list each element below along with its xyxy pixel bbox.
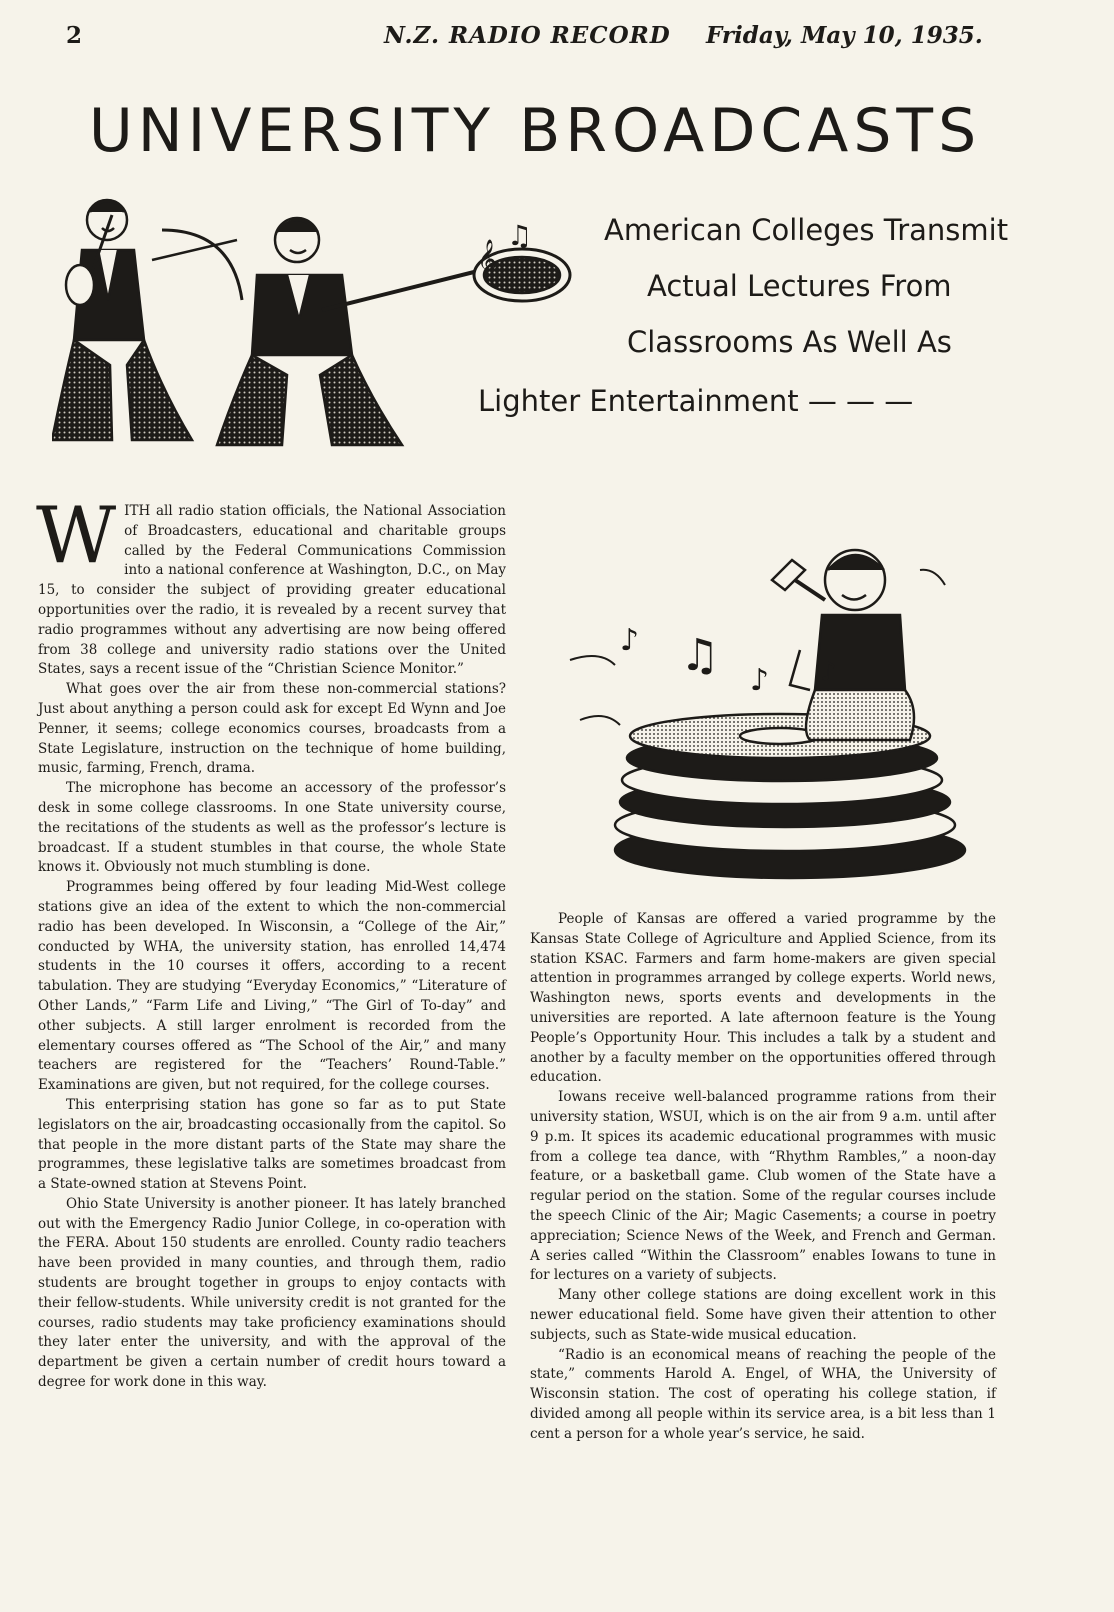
- article-paragraph: What goes over the air from these non-commercial stations? Just about anything a person could ask for except Ed Wynn and Joe Penner, it seems; college economics courses, broadcasts from a State Legislature, instruction on the technique of home building, music, farming, French, drama.: [38, 681, 506, 777]
- svg-text:♪: ♪: [750, 663, 770, 698]
- svg-text:♫: ♫: [680, 630, 720, 681]
- article-paragraph: Many other college stations are doing excellent work in this newer educational field. Some have given their attention to other subjects, such as State-wide musical education.: [530, 1287, 996, 1343]
- article-paragraph: Iowans receive well-balanced programme rations from their university station, WSUI, which is on the air from 9 a.m. until after 9 p.m. It spices its academic educational programmes with music from a college tea dance, with “Rhythm Rambles,” a noon-day feature, or a basketball game. Club women of the State have a regular period on the station. Some of the regular courses include the speech Clinic of the Air; Magic Casements; a course in poetry appreciation; Science News of the Week, and French and German. A series called “Within the Classroom” enables Iowans to tune in for lectures on a variety of subjects.: [530, 1089, 996, 1284]
- article-column-left: [36, 491, 506, 1393]
- article-column-right: [530, 910, 996, 1445]
- article-paragraph: People of Kansas are offered a varied programme by the Kansas State College of Agriculture and Applied Science, from its station KSAC. Farmers and farm home-makers are given special attention in programmes arranged by college experts. World news, Washington news, sports events and developments in the universities are reported. A late afternoon feature is the Young People’s Opportunity Hour. This includes a talk by a student and another by a faculty member on the opportunities offered through education.: [530, 911, 996, 1086]
- svg-text:♪: ♪: [620, 623, 640, 658]
- svg-text:♫: ♫: [507, 219, 533, 252]
- cartoon-trumpeter-on-records-illustration: [560, 540, 980, 885]
- article-paragraph: This enterprising station has gone so far as to put State legislators on the air, broadcasting occasionally from the capitol. So that people in the more distant parts of the State may share the programmes, these legislative talks are sometimes broadcast from a State-owned station at Stevens Point.: [38, 1096, 506, 1193]
- publication-name: N.Z. RADIO RECORD: [384, 22, 671, 49]
- subheading-line-1: American Colleges Transmit: [604, 213, 1009, 247]
- article-paragraph-text: ITH all radio station officials, the National Association of Broadcasters, educational and charitable groups called by the Federal Communications Commission into a national conference at Washington, D.C., on May 15, to consider the subject of providing greater educational opportunities over the radio, it is revealed by a recent survey that radio programmes without any advertising are now being offered from 38 college and university radio stations over the United States, says a recent issue of the “Christian Science Monitor.”: [38, 503, 506, 678]
- article-paragraph: The microphone has become an accessory of the professor’s desk in some college classrooms. In one State university course, the recitations of the students as well as the professor’s lecture is broadcast. If a student stumbles in that course, the whole State knows it. Obviously not much stumbling is done.: [38, 780, 506, 876]
- article-paragraph: [36, 491, 506, 680]
- article-paragraph: “Radio is an economical means of reaching the people of the state,” comments Harold A. Engel, of WHA, the University of Wisconsin station. The cost of operating his college station, if divided among all people within its service area, is a bit less than 1 cent a person for a whole year’s service, he said.: [530, 1346, 996, 1442]
- svg-text:𝄞: 𝄞: [477, 239, 498, 279]
- page-header: [66, 18, 996, 58]
- issue-date: Friday, May 10, 1935.: [706, 22, 983, 49]
- subheading-line-2: Actual Lectures From: [647, 269, 952, 303]
- article-paragraph: Ohio State University is another pioneer. It has lately branched out with the Emergency Radio Junior College, in co-operation with the FERA. About 150 students are enrolled. County radio teachers have been provided in many counties, and through them, radio students are brought together in groups to enjoy contacts with their fellow-students. While university credit is not granted for the courses, radio students may take proficiency examinations should they later enter the university, and with the approval of the department be given a certain number of credit hours toward a degree for work done in this way.: [38, 1195, 506, 1391]
- cartoon-musicians-illustration: [52, 190, 582, 460]
- svg-text:♪: ♪: [820, 657, 837, 687]
- subheading-line-4: Lighter Entertainment — — —: [478, 384, 914, 418]
- drop-cap: W: [36, 491, 117, 581]
- page-number: 2: [66, 22, 83, 49]
- subheading-line-3: Classrooms As Well As: [627, 325, 952, 359]
- article-paragraph: Programmes being offered by four leading Mid-West college stations give an idea of the extent to which the non-commercial radio has been developed. In Wisconsin, a “College of the Air,” conducted by WHA, the university station, has enrolled 14,474 students in the 10 courses it offers, according to a recent tabulation. They are studying “Everyday Economics,” “Literature of Other Lands,” “Farm Life and Living,” “The Girl of To-day” and other subjects. A still larger enrolment is recorded from the elementary courses offered as “The School of the Air,” and many teachers are registered for the “Teachers’ Round-Table.” Examinations are given, but not required, for the college courses.: [38, 879, 506, 1094]
- headline: UNIVERSITY BROADCASTS: [88, 96, 982, 166]
